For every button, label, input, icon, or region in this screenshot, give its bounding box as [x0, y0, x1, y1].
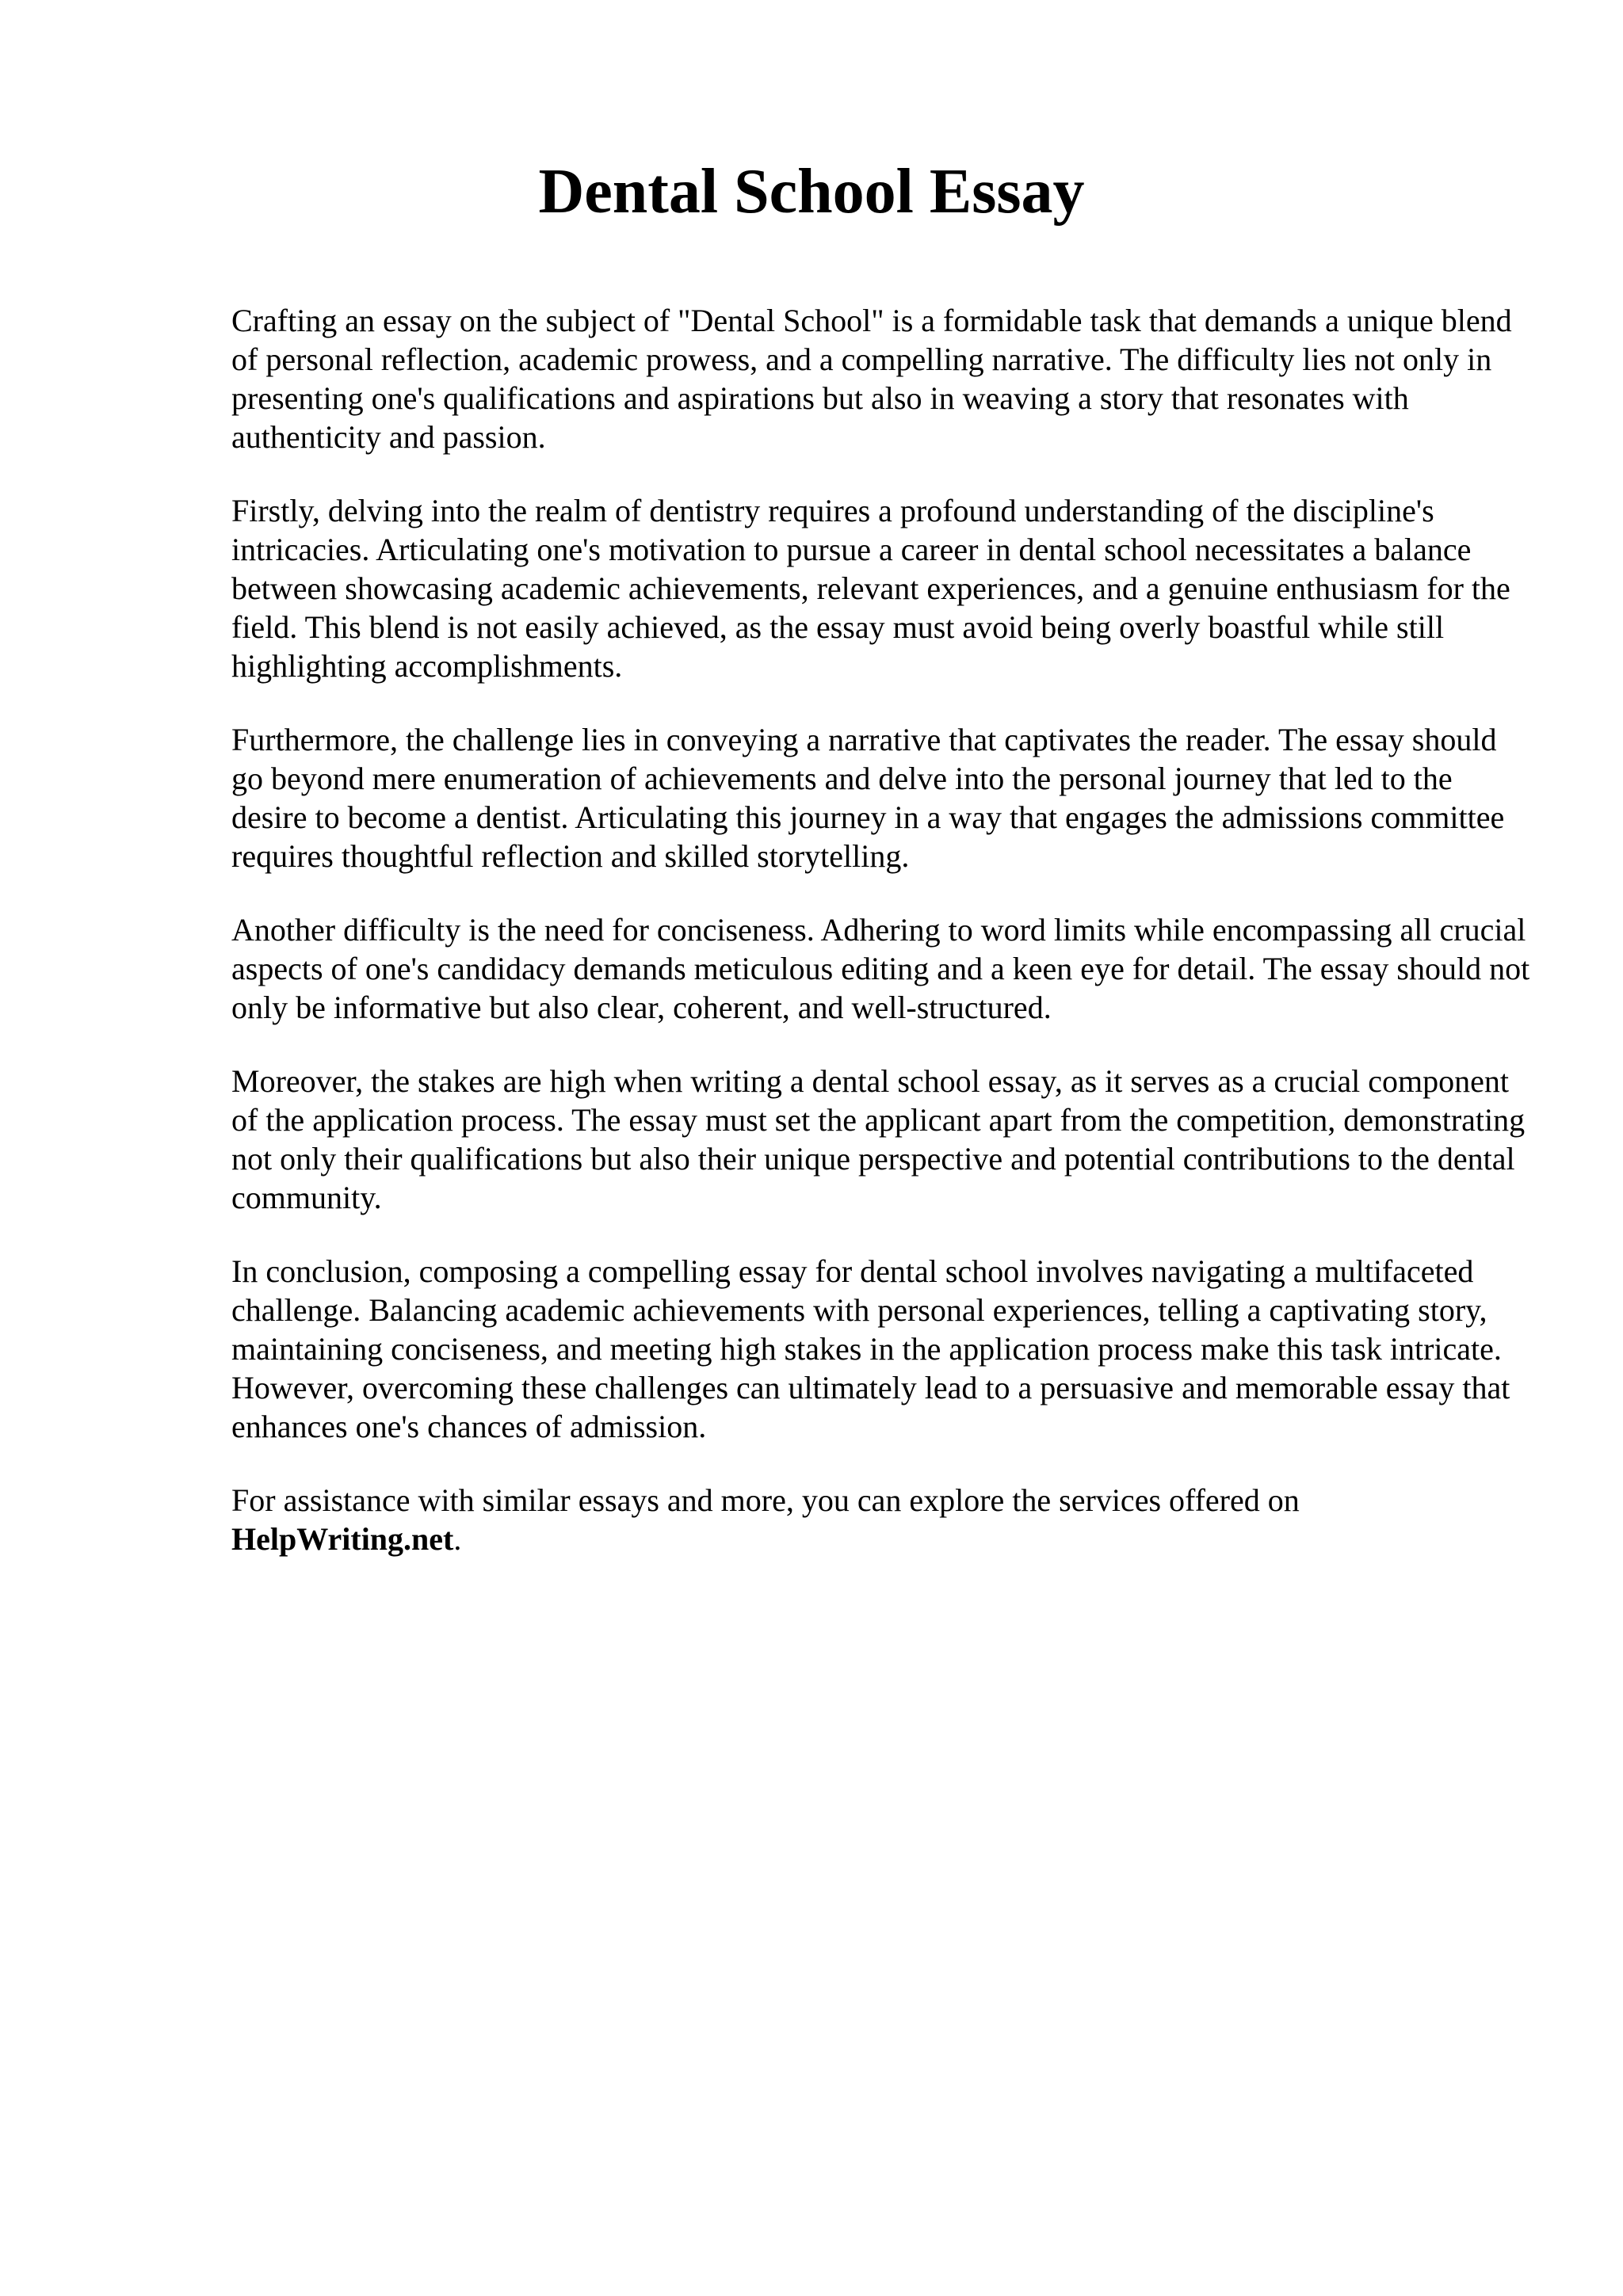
essay-body: [231, 301, 1531, 1593]
paragraph-2: Firstly, delving into the realm of dentistry requires a profound understanding of the discipline's intricacies. Articulating one's motivation to pursue a career in dental school necessitates a balance between showcasing academic achievements, relevant experiences, and a genuine enthusiasm for the field. This blend is not easily achieved, as the essay must avoid being overly boastful while still highlighting accomplishments.: [231, 493, 1510, 684]
paragraph-3: Furthermore, the challenge lies in conveying a narrative that captivates the reader. The essay should go beyond mere enumeration of achievements and delve into the personal journey that led to the desire to become a dentist. Articulating this journey in a way that engages the admissions committee requires thoughtful reflection and skilled storytelling.: [231, 722, 1505, 874]
paragraph-1: Crafting an essay on the subject of "Dental School" is a formidable task that demands a unique blend of personal reflection, academic prowess, and a compelling narrative. The difficulty lies not only in presenting one's qualifications and aspirations but also in weaving a story that resonates with authenticity and passion.: [231, 303, 1512, 455]
closing-paragraph: [231, 1481, 1531, 1558]
paragraph-6: In conclusion, composing a compelling essay for dental school involves navigating a multifaceted challenge. Balancing academic achievements with personal experiences, telling a captivating story, maintaining conciseness, and meeting high stakes in the application process make this task intricate. However, overcoming these challenges can ultimately lead to a persuasive and memorable essay that enhances one's chances of admission.: [231, 1253, 1510, 1444]
closing-period: .: [453, 1521, 462, 1557]
page-title: Dental School Essay: [538, 157, 1085, 227]
paragraph-4: Another difficulty is the need for conciseness. Adhering to word limits while encompassing all crucial aspects of one's candidacy demands meticulous editing and a keen eye for detail. The essay should not only be informative but also clear, coherent, and well-structured.: [231, 912, 1530, 1025]
closing-text: For assistance with similar essays and more, you can explore the services offered on: [231, 1482, 1300, 1518]
paragraph-5: Moreover, the stakes are high when writing a dental school essay, as it serves as a crucial component of the application process. The essay must set the applicant apart from the competition, demonstrating not only their qualifications but also their unique perspective and potential contributions to the dental community.: [231, 1063, 1526, 1215]
helpwriting-link[interactable]: HelpWriting.net: [231, 1521, 454, 1557]
